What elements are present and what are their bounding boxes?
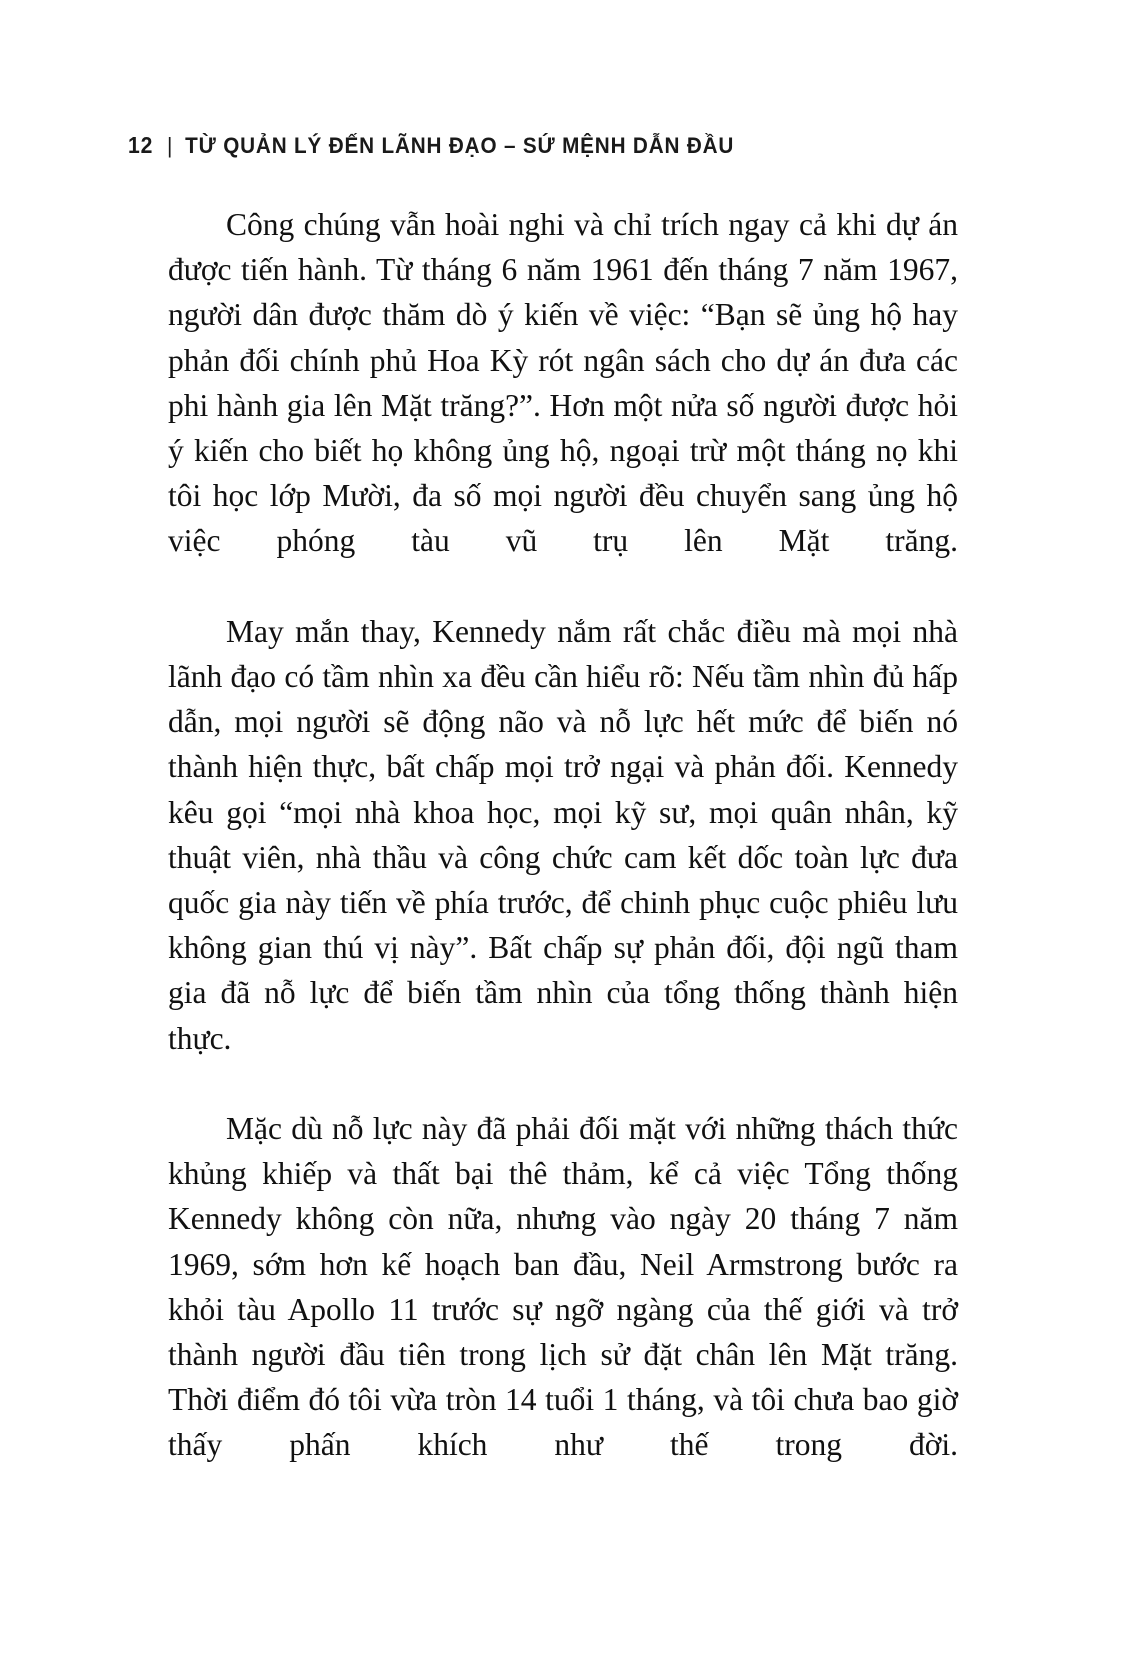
running-header — [128, 132, 734, 159]
body-paragraph-3: Mặc dù nỗ lực này đã phải đối mặt với những thách thức khủng khiếp và thất bại thê thảm, kể cả việc Tổng thống Kennedy không còn nữa, nhưng vào ngày 20 tháng 7 năm 1969, sớm hơn kế hoạch ban đầu, Neil Armstrong bước ra khỏi tàu Apollo 11 trước sự ngỡ ngàng của thế giới và trở thành người đầu tiên trong lịch sử đặt chân lên Mặt trăng. Thời điểm đó tôi vừa tròn 14 tuổi 1 tháng, và tôi chưa bao giờ thấy phấn khích như thế trong đời. — [168, 1111, 958, 1463]
text-column — [168, 202, 958, 1513]
chapter-title: TỪ QUẢN LÝ ĐẾN LÃNH ĐẠO – SỨ MỆNH DẪN ĐẦU — [185, 133, 735, 158]
body-paragraph-2: May mắn thay, Kennedy nắm rất chắc điều mà mọi nhà lãnh đạo có tầm nhìn xa đều cần hiểu rõ: Nếu tầm nhìn đủ hấp dẫn, mọi người sẽ động não và nỗ lực hết mức để biến nó thành hiện thực, bất chấp mọi trở ngại và phản đối. Kennedy kêu gọi “mọi nhà khoa học, mọi kỹ sư, mọi quân nhân, kỹ thuật viên, nhà thầu và công chức cam kết dốc toàn lực đưa quốc gia này tiến về phía trước, để chinh phục cuộc phiêu lưu không gian thú vị này”. Bất chấp sự phản đối, đội ngũ tham gia đã nỗ lực để biến tầm nhìn của tổng thống thành hiện thực. — [168, 613, 958, 1056]
body-paragraph-1: Công chúng vẫn hoài nghi và chỉ trích ngay cả khi dự án được tiến hành. Từ tháng 6 năm 1961 đến tháng 7 năm 1967, người dân được thăm dò ý kiến về việc: “Bạn sẽ ủng hộ hay phản đối chính phủ Hoa Kỳ rót ngân sách cho dự án đưa các phi hành gia lên Mặt trăng?”. Hơn một nửa số người được hỏi ý kiến cho biết họ không ủng hộ, ngoại trừ một tháng nọ khi tôi học lớp Mười, đa số mọi người đều chuyển sang ủng hộ việc phóng tàu vũ trụ lên Mặt trăng. — [168, 207, 958, 559]
header-separator: | — [166, 133, 174, 158]
page-number: 12 — [128, 132, 154, 158]
